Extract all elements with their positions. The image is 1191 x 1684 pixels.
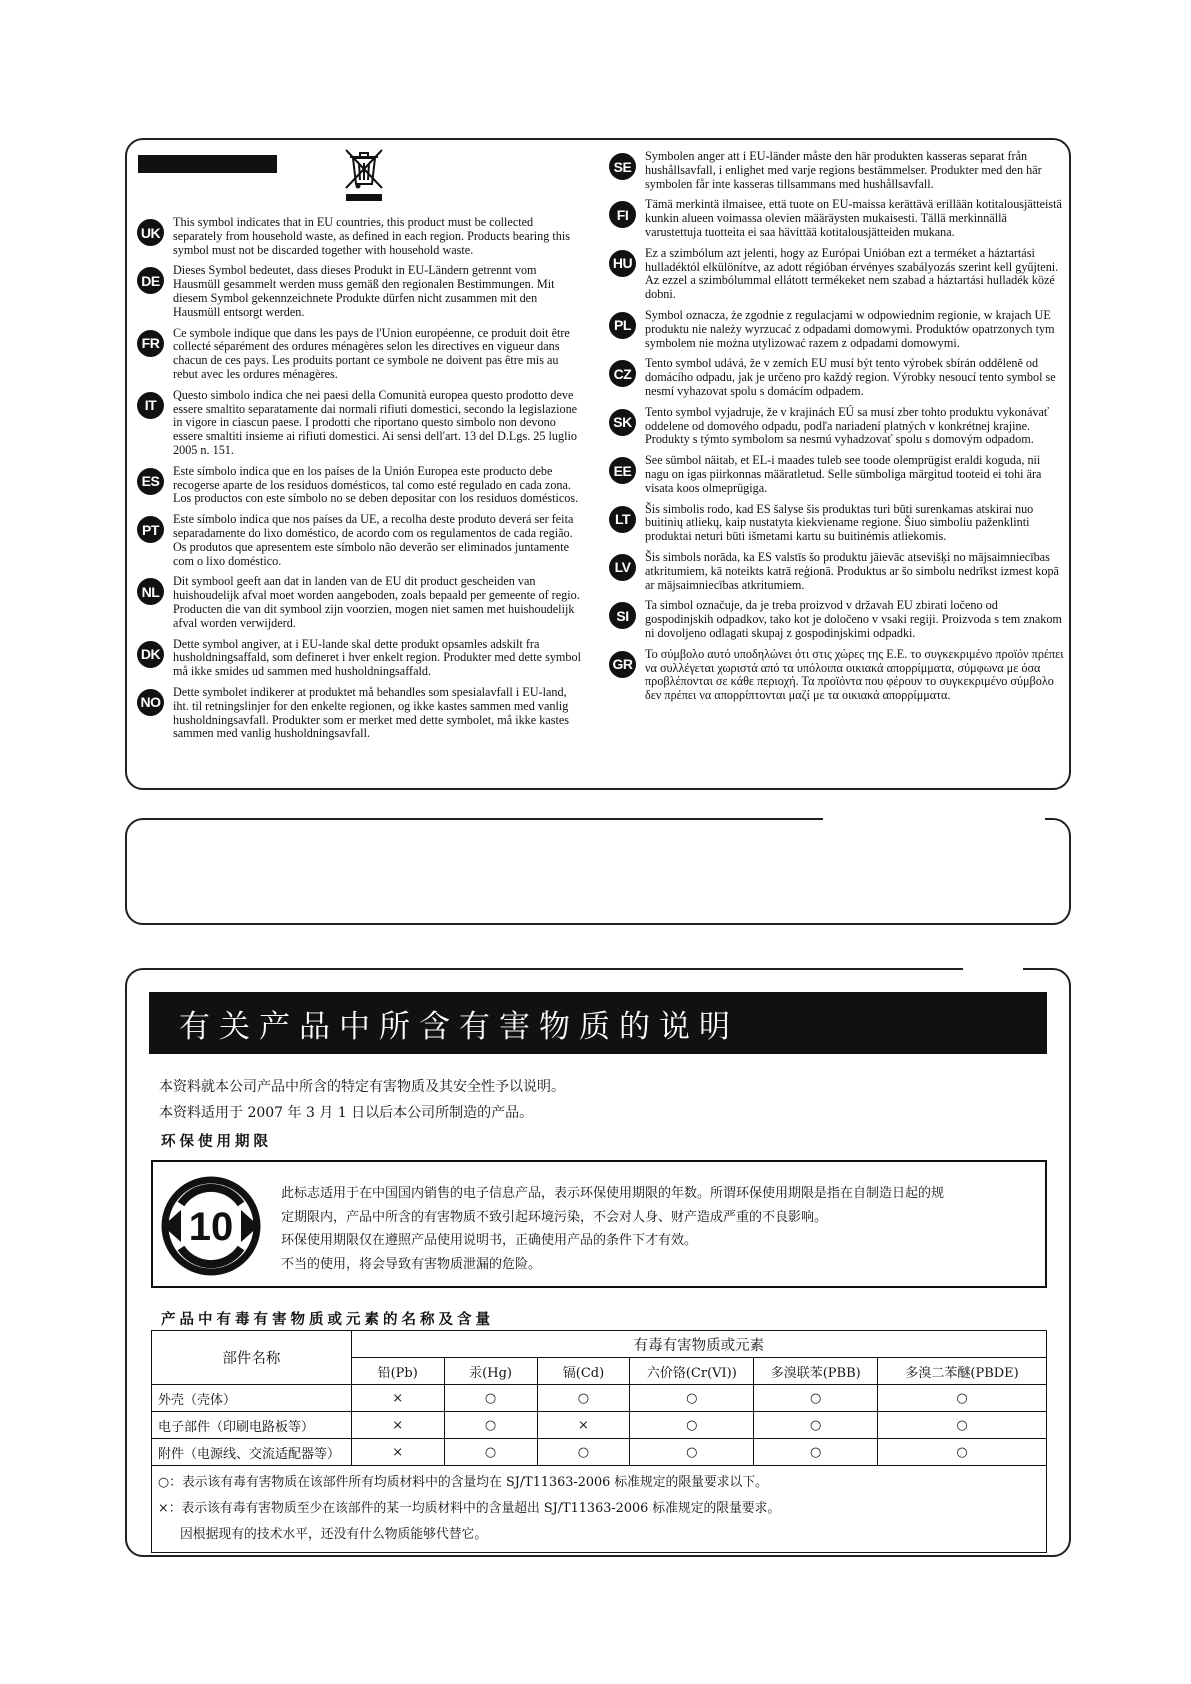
- substance-mark-cell: ○: [630, 1385, 754, 1412]
- language-entry-dk: [137, 638, 584, 679]
- table-row: [152, 1385, 1047, 1412]
- language-code-badge: SE: [609, 153, 636, 180]
- language-entry-uk: [137, 216, 584, 257]
- substance-mark-cell: ×: [351, 1412, 444, 1439]
- substance-mark-cell: ○: [630, 1412, 754, 1439]
- note-circle: ○：表示该有毒有害物质在该部件所有均质材料中的含量均在 SJ/T11363-2006 标准规定的限量要求以下。: [158, 1475, 768, 1490]
- disposal-notice-text: Este símbolo indica que en los países de la Unión Europea este producto debe recogerse aparte de los residuos domésticos, tal como esté regulado en cada zona. Los productos con este símbolo no se deben depositar con los residuos domésticos.: [173, 463, 579, 506]
- crossed-out-wheelie-bin-icon: [342, 146, 386, 202]
- language-entry-si: [609, 599, 1064, 640]
- part-name-cell: 附件（电源线、交流适配器等）: [152, 1439, 352, 1466]
- period-line: 环保使用期限仅在遵照产品使用说明书，正确使用产品的条件下才有效。: [281, 1233, 698, 1248]
- period-line: 定期限内，产品中所含的有害物质不致引起环境污染，不会对人身、财产造成严重的不良影响。: [281, 1209, 828, 1225]
- language-code-badge: LV: [609, 554, 636, 581]
- period-line: 此标志适用于在中国国内销售的电子信息产品，表示环保使用期限的年数。所谓环保使用期限是指在自制造日起的规: [281, 1186, 945, 1201]
- disposal-notice-text: Dette symbolet indikerer at produktet må behandles som spesialavfall i EU-land, iht. til retningslinjer for den enkelte regionen, og ikke kastes sammen med vanlig husholdningsavfall. Produkter som er merket med dette symbolet, må ikke kastes sammen med vanlig husholdningsavfall.: [173, 684, 570, 741]
- rohs-title: 有关产品中所含有害物质的说明: [149, 992, 1047, 1054]
- language-entry-pl: [609, 309, 1064, 350]
- substance-mark-cell: ○: [878, 1439, 1047, 1466]
- period-heading: 环保使用期限: [161, 1134, 272, 1150]
- intro-line-2: 本资料适用于 2007 年 3 月 1 日以后本公司所制造的产品。: [159, 1105, 534, 1121]
- period-line: 不当的使用，将会导致有害物质泄漏的危险。: [281, 1256, 542, 1272]
- substance-mark-cell: ×: [351, 1439, 444, 1466]
- substance-mark-cell: ○: [444, 1412, 537, 1439]
- disposal-notice-text: Ta simbol označuje, da je treba proizvod v državah EU zbirati ločeno od gospodinjskih odpadkov, tako kot je določeno v vsaki regiji. Proizvoda s tem znakom ni dovoljeno odlagati skupaj z gospodinjskimi odpadki.: [645, 598, 1062, 640]
- language-code-badge: SI: [609, 602, 636, 629]
- language-code-badge: NO: [137, 689, 164, 716]
- table-row: [152, 1439, 1047, 1466]
- substance-mark-cell: ○: [630, 1439, 754, 1466]
- language-entry-es: [137, 465, 584, 506]
- environmental-period-box: [151, 1160, 1047, 1288]
- part-name-header: 部件名称: [152, 1331, 352, 1385]
- disposal-notice-text: Dette symbol angiver, at i EU-lande skal dette produkt opsamles adskilt fra husholdningsaffald, som defineret i hver enkelt region. Produkter med dette symbol må ikke smides ud sammen med husholdningsaffald.: [173, 636, 581, 679]
- disposal-notice-text: See sümbol näitab, et EL-i maades tuleb see toode olemprügist eraldi koguda, nii nagu on igas piirkonnas määratletud. Selle sümboliga märgitud tooteid ei tohi ära visata koos olmeprügiga.: [645, 453, 1042, 495]
- disposal-notice-text: Este símbolo indica que nos países da UE, a recolha deste produto deverá ser feita separadamente do lixo doméstico, de acordo com os regulamentos de cada região. Os produtos que apresentem este símbolo não deverão ser eliminados juntamente com o lixo doméstico.: [173, 512, 574, 568]
- disposal-notice-text: Tämä merkintä ilmaisee, että tuote on EU-maissa kerättävä erillään kotitalousjätteistä kunkin alueen voimassa olevien määräysten mukaisesti. Tällä merkinnällä varustettuja tuotteita ei saa hävittää kotitalousjätteiden mukana.: [645, 197, 1062, 239]
- disposal-notice-text: Šis simbolis rodo, kad ES šalyse šis produktas turi būti surenkamas atskirai nuo buitinių atliekų, kaip nustatyta kiekviename regione. Šiuo simboliu paženklinti produktai neturi būti išmetami kartu su buitinėmis atliekomis.: [645, 501, 1034, 544]
- language-entry-de: [137, 264, 584, 319]
- language-code-badge: DK: [137, 641, 164, 668]
- language-code-badge: CZ: [609, 360, 636, 387]
- substance-mark-cell: ○: [754, 1385, 878, 1412]
- language-entry-lt: [609, 503, 1064, 544]
- language-code-badge: DE: [137, 267, 164, 294]
- language-entry-ee: [609, 454, 1064, 495]
- rohs-intro: [159, 1074, 565, 1126]
- language-code-badge: FI: [609, 201, 636, 228]
- table-notes: [152, 1466, 1047, 1553]
- language-code-badge: HU: [609, 250, 636, 277]
- substance-mark-cell: ○: [444, 1439, 537, 1466]
- language-entry-it: [137, 389, 584, 458]
- disposal-notice-text: This symbol indicates that in EU countries, this product must be collected separately from household waste, as defined in each region. Products bearing this symbol must not be discarded together with household waste.: [173, 215, 570, 257]
- substance-mark-cell: ○: [878, 1385, 1047, 1412]
- language-code-badge: GR: [609, 651, 636, 678]
- substance-mark-cell: ○: [537, 1385, 630, 1412]
- disposal-notice-text: Dieses Symbol bedeutet, dass dieses Produkt in EU-Ländern getrennt vom Hausmüll gesammelt werden muss gemäß den regionalen Bestimmungen. Mit diesem Symbol gekennzeichnete Produkte dürfen nicht zusammen mit den Hausmüll entsorgt werden.: [173, 263, 555, 319]
- language-entry-pt: [137, 513, 584, 568]
- part-name-cell: 外壳（壳体）: [152, 1385, 352, 1412]
- language-entry-sk: [609, 406, 1064, 447]
- substance-header: 多溴联苯(PBB): [754, 1358, 878, 1385]
- language-entry-lv: [609, 551, 1064, 592]
- disposal-notice-text: Το σύμβολο αυτό υποδηλώνει ότι στις χώρες της Ε.Ε. το συγκεκριμένο προϊόν πρέπει να συλλέγεται χωριστά από τα υπόλοιπα οικιακά απορρίμματα, σύμφωνα με όσα προβλέπονται σε κάθε περιοχή. Τα προϊόντα που φέρουν το συγκεκριμένο σύμβολο δεν πρέπει να απορρίπτονται μαζί με τα οικιακά απορρίμματα.: [645, 646, 1064, 703]
- note-cross: ×：表示该有毒有害物质至少在该部件的某一均质材料中的含量超出 SJ/T11363-2006 标准规定的限量要求。: [158, 1501, 781, 1516]
- table-heading: 产品中有毒有害物质或元素的名称及含量: [161, 1312, 494, 1328]
- part-name-cell: 电子部件（印刷电路板等）: [152, 1412, 352, 1439]
- substance-header: 汞(Hg): [444, 1358, 537, 1385]
- language-code-badge: LT: [609, 506, 636, 533]
- border-gap: [963, 966, 1023, 972]
- substance-header: 六价铬(Cr(VI)): [630, 1358, 754, 1385]
- language-entry-fi: [609, 198, 1064, 239]
- disposal-notice-text: Šis simbols norāda, ka ES valstīs šo produktu jāievāc atsevišķi no mājsaimniecības atkritumiem, kā noteikts katrā reģionā. Produktus ar šo simbolu nedrīkst izmest kopā ar mājsaimniecības atkritumiem.: [645, 549, 1059, 592]
- table-row: [152, 1412, 1047, 1439]
- substance-header: 镉(Cd): [537, 1358, 630, 1385]
- substance-group-header: 有毒有害物质或元素: [351, 1331, 1046, 1358]
- language-code-badge: IT: [137, 392, 164, 419]
- language-code-badge: ES: [137, 468, 164, 495]
- disposal-notice-text: Tento symbol udává, že v zemích EU musí být tento výrobek sbírán odděleně od domácího odpadu, jak je určeno pro každý region. Výrobky nesoucí tento symbol se nesmí vyhazovat spolu s domácím odpadem.: [645, 356, 1056, 398]
- language-entry-no: [137, 686, 584, 741]
- substance-mark-cell: ×: [537, 1412, 630, 1439]
- disposal-notice-text: Questo simbolo indica che nei paesi della Comunità europea questo prodotto deve essere smaltito separatamente dai normali rifiuti domestici, secondo la legislazione in vigore in ciascun paese. I prodotti che riportano questo simbolo non devono essere smaltiti insieme ai rifiuti domestici. Ai sensi dell'art. 13 del D.Lgs. 25 luglio 2005 n. 151.: [173, 387, 578, 457]
- language-entry-gr: [609, 648, 1064, 703]
- language-code-badge: NL: [137, 578, 164, 605]
- language-code-badge: SK: [609, 409, 636, 436]
- disposal-notice-text: Symbolen anger att i EU-länder måste den här produkten kasseras separat från hushållsavfall, i enlighet med varje regions bestämmelser. Produkter med den här symbolen får inte kasseras tillsammans med hushållsavfall.: [645, 149, 1042, 191]
- substance-mark-cell: ○: [754, 1439, 878, 1466]
- blacked-out-label: [138, 155, 277, 173]
- weee-disposal-panel: [125, 138, 1071, 790]
- weee-right-column: [609, 150, 1064, 710]
- disposal-notice-text: Symbol oznacza, że zgodnie z regulacjami w odpowiednim regionie, w krajach UE produktu nie należy wyrzucać z odpadami domowymi. Produktów opatrzonych tym symbolem nie można utylizować razem z odpadami domowymi.: [645, 307, 1055, 350]
- language-code-badge: FR: [137, 330, 164, 357]
- disposal-notice-text: Tento symbol vyjadruje, že v krajinách EÚ sa musí zber tohto produktu vykonávať oddelene od domového odpadu, podľa nariadení platných v konkrétnej krajine. Produkty s týmto symbolom sa nesmú vyhadzovať spolu s domovým odpadom.: [645, 404, 1050, 447]
- intro-line-1: 本资料就本公司产品中所含的特定有害物质及其安全性予以说明。: [159, 1079, 565, 1095]
- language-entry-cz: [609, 357, 1064, 398]
- language-code-badge: PL: [609, 312, 636, 339]
- language-entry-nl: [137, 575, 584, 630]
- china-rohs-panel: [125, 968, 1071, 1557]
- substance-header: 多溴二苯醚(PBDE): [878, 1358, 1047, 1385]
- epup-years-number: 10: [188, 1205, 234, 1249]
- note-reason: 因根据现有的技术水平，还没有什么物质能够代替它。: [180, 1527, 488, 1542]
- language-code-badge: UK: [137, 219, 164, 246]
- epup-10-year-logo-icon: [161, 1176, 261, 1276]
- hazardous-substance-table: [151, 1330, 1047, 1553]
- language-entry-fr: [137, 327, 584, 382]
- language-code-badge: PT: [137, 516, 164, 543]
- substance-mark-cell: ○: [754, 1412, 878, 1439]
- language-entry-hu: [609, 247, 1064, 302]
- weee-left-column: [137, 216, 584, 748]
- border-gap: [823, 816, 1045, 822]
- period-description: [281, 1182, 944, 1276]
- substance-mark-cell: ○: [537, 1439, 630, 1466]
- disposal-notice-text: Dit symbool geeft aan dat in landen van de EU dit product gescheiden van huishoudelijk afval moet worden aangeboden, zoals bepaald per gemeente of regio. Producten die van dit symbool zijn voorzien, mogen niet samen met huishoudelijk afval worden verwijderd.: [173, 574, 580, 630]
- disposal-notice-text: Ez a szimbólum azt jelenti, hogy az Európai Unióban ezt a terméket a háztartási hulladéktól elkülönítve, az adott régióban érvényes szabályozás szerint kell gyűjteni. Az ezzel a szimbólummal ellátott termékeket nem szabad a háztartási hulladék közé dobni.: [645, 245, 1059, 302]
- substance-mark-cell: ○: [444, 1385, 537, 1412]
- substance-mark-cell: ×: [351, 1385, 444, 1412]
- disposal-notice-text: Ce symbole indique que dans les pays de l'Union européenne, ce produit doit être collecté séparément des ordures ménagères selon les directives en vigueur dans chacun de ces pays. Les produits portant ce symbole ne doivent pas être mis au rebut avec les ordures ménagères.: [173, 325, 570, 381]
- blank-notice-box: [125, 818, 1071, 925]
- substance-mark-cell: ○: [878, 1412, 1047, 1439]
- substance-header: 铅(Pb): [351, 1358, 444, 1385]
- language-entry-se: [609, 150, 1064, 191]
- language-code-badge: EE: [609, 457, 636, 484]
